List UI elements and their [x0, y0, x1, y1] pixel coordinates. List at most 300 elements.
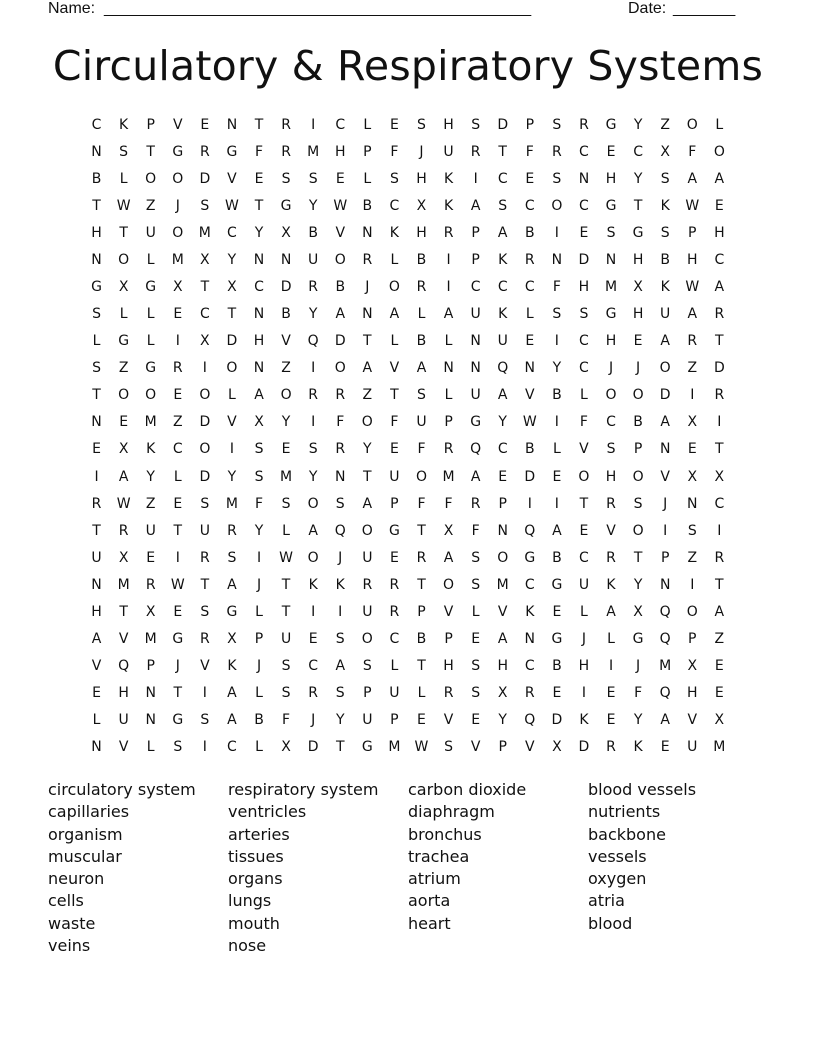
- grid-letter[interactable]: S: [417, 387, 426, 404]
- grid-letter[interactable]: U: [389, 468, 400, 485]
- grid-letter[interactable]: H: [714, 224, 725, 241]
- grid-letter[interactable]: Z: [145, 495, 156, 512]
- grid-letter[interactable]: F: [688, 143, 697, 160]
- grid-letter[interactable]: D: [307, 739, 319, 756]
- grid-letter[interactable]: O: [659, 360, 671, 377]
- grid-letter[interactable]: U: [687, 739, 698, 756]
- grid-letter[interactable]: M: [307, 143, 320, 160]
- grid-letter[interactable]: C: [227, 224, 237, 241]
- grid-letter[interactable]: C: [172, 441, 183, 458]
- grid-letter[interactable]: P: [525, 116, 535, 133]
- grid-letter[interactable]: U: [362, 549, 373, 566]
- grid-letter[interactable]: T: [92, 522, 101, 539]
- grid-letter[interactable]: V: [91, 658, 102, 675]
- grid-letter[interactable]: N: [253, 360, 265, 377]
- grid-letter[interactable]: D: [551, 712, 563, 729]
- grid-letter[interactable]: H: [91, 603, 102, 620]
- grid-letter[interactable]: R: [606, 739, 616, 756]
- grid-letter[interactable]: E: [92, 685, 101, 702]
- grid-letter[interactable]: Y: [308, 306, 318, 323]
- grid-letter[interactable]: I: [554, 224, 559, 241]
- grid-letter[interactable]: T: [417, 576, 426, 593]
- grid-letter[interactable]: S: [633, 495, 643, 512]
- grid-letter[interactable]: Y: [227, 251, 237, 268]
- grid-letter[interactable]: V: [606, 522, 616, 539]
- grid-letter[interactable]: K: [498, 306, 508, 323]
- grid-letter[interactable]: J: [175, 658, 180, 675]
- grid-letter[interactable]: M: [604, 279, 618, 295]
- grid-letter[interactable]: Q: [118, 658, 130, 675]
- grid-letter[interactable]: R: [145, 576, 156, 593]
- grid-letter[interactable]: T: [92, 387, 101, 404]
- grid-letter[interactable]: E: [606, 143, 616, 160]
- grid-letter[interactable]: J: [365, 279, 370, 295]
- grid-letter[interactable]: Z: [118, 360, 129, 377]
- grid-letter[interactable]: A: [606, 603, 616, 620]
- grid-letter[interactable]: Z: [660, 116, 670, 133]
- grid-letter[interactable]: C: [199, 306, 210, 323]
- grid-letter[interactable]: S: [308, 441, 318, 458]
- grid-letter[interactable]: U: [280, 631, 292, 648]
- grid-letter[interactable]: D: [280, 279, 292, 295]
- grid-letter[interactable]: A: [470, 468, 481, 485]
- grid-letter[interactable]: E: [200, 116, 210, 133]
- grid-letter[interactable]: I: [554, 495, 559, 512]
- grid-letter[interactable]: V: [497, 603, 508, 620]
- grid-letter[interactable]: R: [470, 143, 481, 160]
- grid-letter[interactable]: R: [199, 143, 210, 160]
- grid-letter[interactable]: R: [308, 387, 319, 404]
- grid-letter[interactable]: S: [417, 116, 426, 133]
- grid-letter[interactable]: V: [443, 603, 454, 620]
- grid-letter[interactable]: Q: [307, 333, 319, 350]
- grid-letter[interactable]: J: [256, 576, 262, 593]
- grid-letter[interactable]: S: [498, 197, 508, 214]
- grid-letter[interactable]: G: [551, 631, 563, 648]
- grid-letter[interactable]: I: [446, 279, 451, 295]
- grid-letter[interactable]: F: [282, 712, 291, 729]
- grid-letter[interactable]: E: [498, 468, 508, 485]
- grid-letter[interactable]: Y: [633, 170, 643, 187]
- grid-letter[interactable]: P: [146, 116, 155, 133]
- grid-letter[interactable]: S: [552, 306, 562, 323]
- grid-letter[interactable]: R: [91, 495, 102, 512]
- grid-letter[interactable]: A: [714, 603, 725, 620]
- grid-letter[interactable]: T: [254, 197, 264, 214]
- grid-letter[interactable]: G: [470, 414, 482, 431]
- grid-letter[interactable]: C: [470, 279, 481, 295]
- grid-letter[interactable]: R: [470, 495, 481, 512]
- grid-letter[interactable]: U: [470, 306, 481, 323]
- grid-letter[interactable]: O: [686, 116, 698, 133]
- grid-letter[interactable]: B: [524, 224, 535, 241]
- grid-letter[interactable]: M: [198, 224, 211, 241]
- grid-letter[interactable]: S: [660, 224, 670, 241]
- grid-letter[interactable]: N: [605, 251, 617, 268]
- grid-letter[interactable]: R: [443, 224, 454, 241]
- grid-letter[interactable]: W: [414, 739, 429, 756]
- grid-letter[interactable]: G: [118, 333, 130, 350]
- grid-letter[interactable]: E: [714, 658, 724, 675]
- grid-letter[interactable]: R: [606, 495, 616, 512]
- grid-letter[interactable]: G: [605, 306, 617, 323]
- grid-letter[interactable]: L: [580, 603, 588, 620]
- grid-letter[interactable]: I: [311, 360, 316, 377]
- grid-letter[interactable]: S: [471, 116, 481, 133]
- grid-letter[interactable]: I: [311, 116, 316, 133]
- grid-letter[interactable]: K: [525, 603, 535, 620]
- grid-letter[interactable]: X: [118, 549, 129, 566]
- grid-letter[interactable]: L: [363, 116, 372, 133]
- grid-letter[interactable]: L: [390, 658, 399, 675]
- grid-letter[interactable]: T: [417, 522, 426, 539]
- grid-letter[interactable]: L: [390, 333, 399, 350]
- grid-letter[interactable]: H: [632, 251, 644, 268]
- grid-letter[interactable]: S: [254, 441, 264, 458]
- grid-letter[interactable]: O: [632, 387, 644, 404]
- grid-letter[interactable]: F: [254, 495, 264, 512]
- grid-letter[interactable]: L: [417, 685, 426, 702]
- grid-letter[interactable]: A: [416, 360, 427, 377]
- grid-letter[interactable]: N: [226, 116, 238, 133]
- grid-letter[interactable]: H: [605, 468, 617, 485]
- grid-letter[interactable]: O: [334, 251, 346, 268]
- grid-letter[interactable]: C: [497, 279, 508, 295]
- grid-letter[interactable]: S: [471, 658, 481, 675]
- grid-letter[interactable]: V: [470, 739, 481, 756]
- grid-letter[interactable]: Q: [470, 441, 482, 458]
- grid-letter[interactable]: W: [279, 549, 293, 566]
- grid-letter[interactable]: G: [632, 224, 644, 241]
- name-field[interactable]: ________________________________________________: [104, 0, 532, 17]
- grid-letter[interactable]: B: [416, 333, 427, 350]
- grid-letter[interactable]: R: [524, 251, 535, 268]
- grid-letter[interactable]: O: [118, 251, 130, 268]
- grid-letter[interactable]: A: [227, 576, 237, 593]
- grid-letter[interactable]: G: [605, 197, 617, 214]
- grid-letter[interactable]: A: [443, 306, 454, 323]
- grid-letter[interactable]: S: [200, 495, 210, 512]
- grid-letter[interactable]: S: [606, 441, 616, 458]
- grid-letter[interactable]: P: [146, 658, 155, 675]
- grid-letter[interactable]: E: [92, 441, 101, 458]
- grid-letter[interactable]: L: [92, 333, 101, 350]
- grid-letter[interactable]: F: [525, 143, 534, 160]
- grid-letter[interactable]: U: [470, 387, 481, 404]
- grid-letter[interactable]: R: [443, 685, 454, 702]
- grid-letter[interactable]: A: [714, 170, 725, 187]
- grid-letter[interactable]: A: [660, 414, 670, 431]
- grid-letter[interactable]: D: [659, 387, 671, 404]
- grid-letter[interactable]: M: [496, 576, 509, 593]
- grid-letter[interactable]: T: [633, 197, 643, 214]
- grid-letter[interactable]: C: [714, 251, 725, 268]
- grid-letter[interactable]: T: [363, 333, 372, 350]
- grid-letter[interactable]: N: [659, 576, 671, 593]
- grid-letter[interactable]: T: [92, 197, 101, 214]
- grid-letter[interactable]: A: [308, 522, 318, 539]
- grid-letter[interactable]: D: [578, 739, 590, 756]
- grid-letter[interactable]: H: [497, 658, 508, 675]
- grid-letter[interactable]: U: [199, 522, 210, 539]
- grid-letter[interactable]: E: [714, 197, 724, 214]
- grid-letter[interactable]: T: [281, 603, 291, 620]
- grid-letter[interactable]: O: [280, 387, 292, 404]
- grid-letter[interactable]: G: [145, 360, 157, 377]
- grid-letter[interactable]: R: [389, 576, 400, 593]
- grid-letter[interactable]: K: [335, 576, 345, 593]
- grid-letter[interactable]: E: [173, 495, 183, 512]
- grid-letter[interactable]: M: [144, 414, 157, 431]
- grid-letter[interactable]: X: [145, 603, 156, 620]
- grid-letter[interactable]: R: [281, 116, 291, 133]
- grid-letter[interactable]: N: [497, 522, 508, 539]
- grid-letter[interactable]: V: [389, 360, 400, 377]
- grid-letter[interactable]: V: [687, 712, 698, 729]
- grid-letter[interactable]: V: [281, 333, 291, 350]
- grid-letter[interactable]: R: [389, 603, 400, 620]
- grid-letter[interactable]: O: [172, 224, 184, 241]
- grid-letter[interactable]: S: [92, 360, 101, 377]
- grid-letter[interactable]: A: [497, 387, 508, 404]
- grid-letter[interactable]: Q: [659, 685, 671, 702]
- grid-letter[interactable]: R: [362, 251, 373, 268]
- grid-letter[interactable]: G: [280, 197, 292, 214]
- grid-letter[interactable]: O: [443, 576, 455, 593]
- grid-letter[interactable]: R: [416, 549, 427, 566]
- grid-letter[interactable]: I: [338, 603, 343, 620]
- grid-letter[interactable]: X: [687, 468, 698, 485]
- grid-letter[interactable]: B: [416, 251, 427, 268]
- grid-letter[interactable]: H: [443, 116, 454, 133]
- grid-letter[interactable]: I: [202, 739, 207, 756]
- grid-letter[interactable]: Y: [254, 224, 264, 241]
- grid-letter[interactable]: G: [388, 522, 400, 539]
- grid-letter[interactable]: P: [363, 143, 372, 160]
- grid-letter[interactable]: I: [229, 441, 234, 458]
- grid-letter[interactable]: L: [552, 441, 561, 458]
- grid-letter[interactable]: N: [470, 360, 481, 377]
- grid-letter[interactable]: T: [227, 306, 237, 323]
- grid-letter[interactable]: T: [390, 387, 399, 404]
- grid-letter[interactable]: M: [171, 251, 184, 268]
- grid-letter[interactable]: X: [552, 739, 562, 756]
- grid-letter[interactable]: Y: [308, 197, 318, 214]
- grid-letter[interactable]: E: [606, 712, 616, 729]
- grid-letter[interactable]: E: [552, 468, 562, 485]
- grid-letter[interactable]: A: [335, 306, 346, 323]
- grid-letter[interactable]: F: [417, 441, 426, 458]
- grid-letter[interactable]: E: [687, 441, 697, 458]
- grid-letter[interactable]: Q: [524, 712, 536, 729]
- grid-letter[interactable]: P: [688, 224, 697, 241]
- grid-letter[interactable]: C: [389, 197, 400, 214]
- grid-letter[interactable]: R: [362, 576, 373, 593]
- grid-letter[interactable]: E: [173, 603, 183, 620]
- grid-letter[interactable]: S: [389, 170, 399, 187]
- grid-letter[interactable]: O: [199, 387, 211, 404]
- grid-letter[interactable]: U: [497, 333, 508, 350]
- grid-letter[interactable]: W: [333, 197, 348, 214]
- grid-letter[interactable]: Y: [146, 468, 155, 485]
- grid-letter[interactable]: R: [443, 441, 454, 458]
- grid-letter[interactable]: E: [173, 306, 183, 323]
- grid-letter[interactable]: I: [256, 549, 262, 566]
- grid-letter[interactable]: W: [170, 576, 185, 593]
- grid-letter[interactable]: E: [633, 333, 643, 350]
- grid-letter[interactable]: F: [444, 495, 453, 512]
- grid-letter[interactable]: P: [254, 631, 264, 648]
- grid-letter[interactable]: T: [715, 441, 724, 458]
- grid-letter[interactable]: J: [581, 631, 587, 648]
- grid-letter[interactable]: S: [281, 658, 291, 675]
- grid-letter[interactable]: L: [119, 170, 128, 187]
- grid-letter[interactable]: E: [417, 712, 426, 729]
- grid-letter[interactable]: M: [280, 468, 293, 485]
- grid-letter[interactable]: M: [713, 739, 726, 756]
- grid-letter[interactable]: S: [444, 739, 453, 756]
- grid-letter[interactable]: K: [308, 576, 318, 593]
- grid-letter[interactable]: H: [253, 333, 265, 350]
- grid-letter[interactable]: Y: [254, 522, 264, 539]
- grid-letter[interactable]: N: [659, 441, 671, 458]
- grid-letter[interactable]: O: [605, 387, 617, 404]
- grid-letter[interactable]: E: [714, 685, 724, 702]
- grid-letter[interactable]: J: [636, 360, 641, 377]
- grid-letter[interactable]: N: [551, 251, 563, 268]
- grid-letter[interactable]: T: [417, 658, 426, 675]
- grid-letter[interactable]: D: [524, 468, 536, 485]
- grid-letter[interactable]: Z: [281, 360, 291, 377]
- grid-letter[interactable]: R: [335, 441, 346, 458]
- grid-letter[interactable]: S: [92, 306, 101, 323]
- grid-letter[interactable]: H: [416, 224, 427, 241]
- grid-letter[interactable]: L: [228, 387, 236, 404]
- grid-letter[interactable]: O: [361, 414, 373, 431]
- grid-letter[interactable]: N: [145, 685, 156, 702]
- grid-letter[interactable]: U: [416, 414, 427, 431]
- grid-letter[interactable]: O: [172, 170, 184, 187]
- grid-letter[interactable]: E: [254, 170, 264, 187]
- grid-letter[interactable]: X: [227, 279, 237, 295]
- grid-letter[interactable]: C: [497, 170, 508, 187]
- grid-letter[interactable]: M: [388, 739, 401, 756]
- grid-letter[interactable]: S: [281, 170, 291, 187]
- grid-letter[interactable]: P: [417, 603, 426, 620]
- grid-letter[interactable]: Y: [633, 712, 643, 729]
- grid-letter[interactable]: R: [714, 306, 725, 323]
- grid-letter[interactable]: R: [606, 549, 616, 566]
- grid-letter[interactable]: I: [554, 333, 559, 350]
- grid-letter[interactable]: R: [199, 631, 210, 648]
- grid-letter[interactable]: W: [685, 197, 700, 214]
- grid-letter[interactable]: P: [471, 251, 480, 268]
- grid-letter[interactable]: X: [443, 522, 454, 539]
- grid-letter[interactable]: A: [227, 685, 237, 702]
- grid-letter[interactable]: I: [202, 685, 207, 702]
- grid-letter[interactable]: K: [660, 279, 670, 295]
- grid-letter[interactable]: L: [471, 603, 480, 620]
- grid-letter[interactable]: R: [579, 116, 589, 133]
- grid-letter[interactable]: I: [473, 170, 478, 187]
- grid-letter[interactable]: S: [254, 468, 264, 485]
- grid-letter[interactable]: S: [552, 116, 562, 133]
- grid-letter[interactable]: K: [227, 658, 237, 675]
- grid-letter[interactable]: N: [91, 739, 102, 756]
- grid-letter[interactable]: I: [717, 522, 722, 539]
- grid-letter[interactable]: O: [632, 468, 644, 485]
- grid-letter[interactable]: R: [416, 279, 427, 295]
- grid-letter[interactable]: S: [281, 495, 291, 512]
- grid-letter[interactable]: L: [607, 631, 615, 648]
- grid-letter[interactable]: R: [199, 549, 210, 566]
- grid-letter[interactable]: X: [200, 251, 210, 268]
- grid-letter[interactable]: W: [225, 197, 239, 214]
- grid-letter[interactable]: I: [608, 658, 614, 675]
- grid-letter[interactable]: C: [524, 658, 535, 675]
- grid-letter[interactable]: O: [145, 170, 157, 187]
- grid-letter[interactable]: Q: [524, 522, 536, 539]
- grid-letter[interactable]: V: [660, 468, 670, 485]
- grid-letter[interactable]: T: [146, 143, 155, 160]
- grid-letter[interactable]: S: [362, 658, 372, 675]
- grid-letter[interactable]: P: [390, 495, 399, 512]
- grid-letter[interactable]: N: [91, 414, 102, 431]
- grid-letter[interactable]: X: [281, 739, 291, 756]
- grid-letter[interactable]: J: [608, 360, 614, 377]
- grid-letter[interactable]: D: [199, 414, 211, 431]
- grid-letter[interactable]: U: [145, 522, 156, 539]
- grid-letter[interactable]: T: [173, 685, 183, 702]
- grid-letter[interactable]: C: [335, 116, 346, 133]
- grid-letter[interactable]: S: [471, 685, 481, 702]
- grid-letter[interactable]: O: [118, 387, 130, 404]
- grid-letter[interactable]: V: [443, 712, 454, 729]
- grid-letter[interactable]: B: [660, 251, 670, 268]
- grid-letter[interactable]: O: [226, 360, 238, 377]
- grid-letter[interactable]: C: [606, 414, 616, 431]
- grid-letter[interactable]: A: [714, 279, 725, 295]
- grid-letter[interactable]: A: [687, 306, 698, 323]
- grid-letter[interactable]: G: [226, 603, 238, 620]
- grid-letter[interactable]: J: [636, 658, 641, 675]
- grid-letter[interactable]: N: [253, 251, 265, 268]
- grid-letter[interactable]: T: [200, 576, 210, 593]
- grid-letter[interactable]: D: [497, 116, 509, 133]
- grid-letter[interactable]: S: [335, 685, 345, 702]
- grid-letter[interactable]: H: [686, 685, 698, 702]
- grid-letter[interactable]: U: [443, 143, 454, 160]
- grid-letter[interactable]: H: [686, 251, 698, 268]
- grid-letter[interactable]: O: [497, 549, 509, 566]
- grid-letter[interactable]: G: [145, 279, 157, 295]
- grid-letter[interactable]: R: [118, 522, 129, 539]
- grid-letter[interactable]: Q: [659, 603, 671, 620]
- grid-letter[interactable]: L: [146, 739, 155, 756]
- grid-letter[interactable]: S: [119, 143, 129, 160]
- grid-letter[interactable]: P: [688, 631, 697, 648]
- grid-letter[interactable]: E: [552, 685, 562, 702]
- grid-letter[interactable]: A: [687, 170, 698, 187]
- grid-letter[interactable]: W: [116, 197, 131, 214]
- grid-letter[interactable]: Z: [172, 414, 183, 431]
- grid-letter[interactable]: H: [334, 143, 346, 160]
- grid-letter[interactable]: O: [578, 468, 590, 485]
- grid-letter[interactable]: N: [91, 143, 102, 160]
- grid-letter[interactable]: S: [687, 522, 697, 539]
- grid-letter[interactable]: R: [714, 549, 725, 566]
- grid-letter[interactable]: Q: [334, 522, 346, 539]
